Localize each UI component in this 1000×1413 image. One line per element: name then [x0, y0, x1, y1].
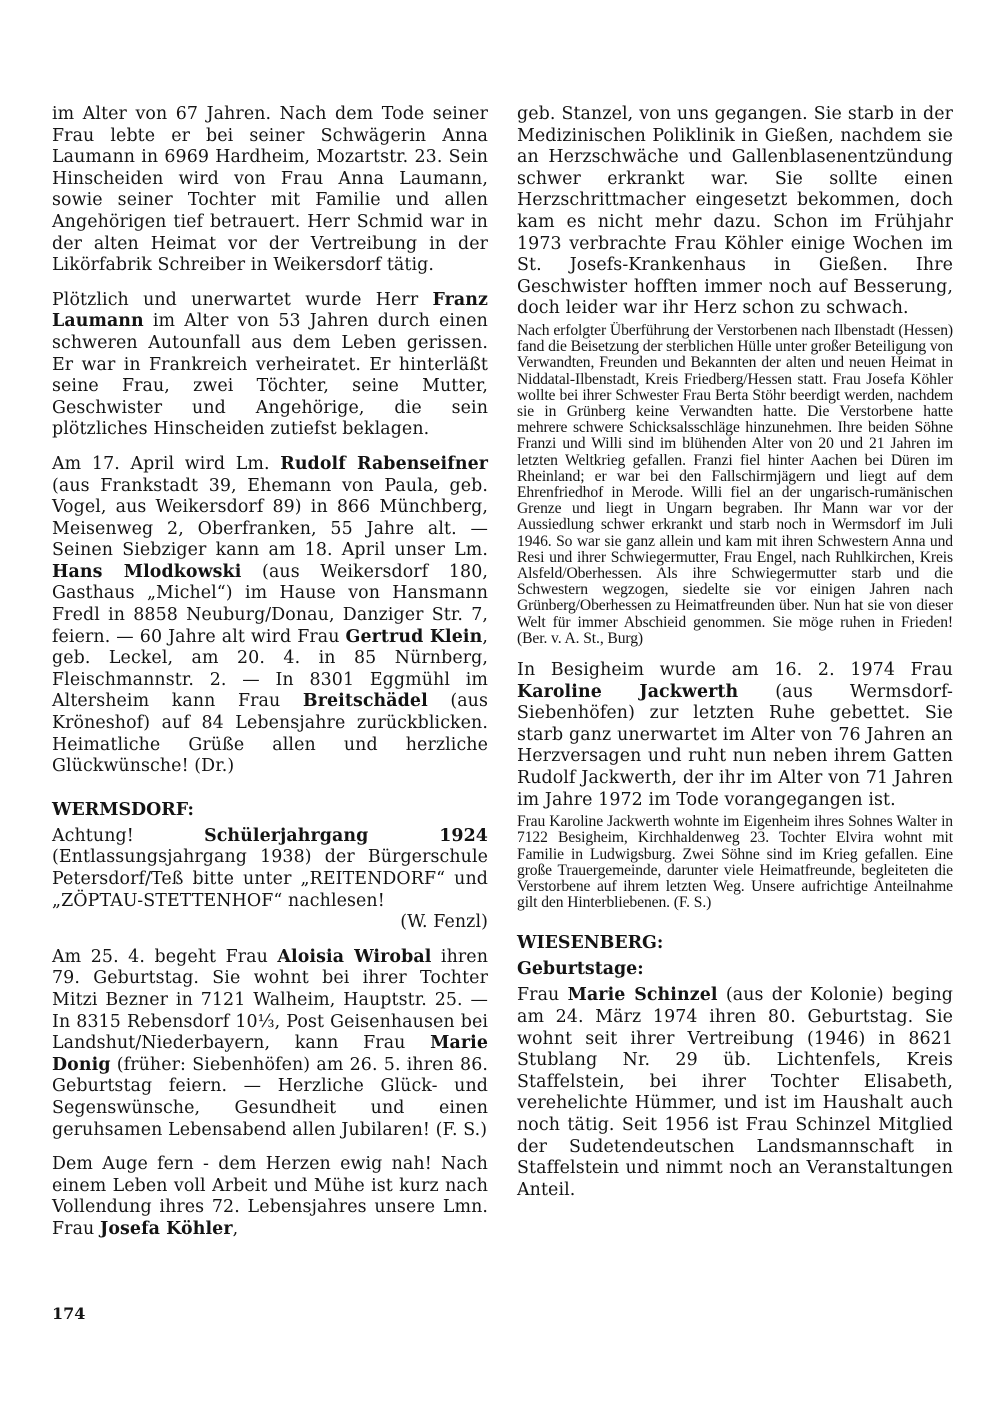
person-name: Marie Donig — [52, 1033, 488, 1075]
person-name: Breitschädel — [302, 691, 428, 712]
person-name: Franz Laumann — [52, 289, 488, 332]
person-name: Hans Mlodkowski — [52, 561, 242, 582]
birthdays-weikersdorf: Am 17. April wird Lm. Rudolf Rabenseifner (aus Frankstadt 39, Ehemann von Paula, geb. Vogel, aus Weikersdorf 89) in 866 Münchberg, Meisenweg 2, Oberfranken, 55 Jahre alt. — Seinen Siebziger kann am 18. April unser Lm. Hans Mlodkowski (aus Weikersdorf 180, Gasthaus „Michel“) im Hause von Hansmann Fredl in 8858 Neuburg/Donau, Danziger Str. 7, feiern. — 60 Jahre alt wird Frau Gertrud Klein, geb. Leckel, am 20. 4. in 85 Nürnberg, Fleischmannstr. 2. — In 8301 Eggmühl im Altersheim kann Frau Breitschädel (aus Kröneshof) auf 84 Lebensjahre zurückblicken. Heimatliche Grüße allen und herzliche Glückwünsche! (Dr.) — [52, 453, 489, 777]
birthdays-wermsdorf: Am 25. 4. begeht Frau Aloisia Wirobal ihren 79. Geburtstag. Sie wohnt bei ihrer Tochter Mitzi Bezner in 7121 Walheim, Hauptstr. 25. — In 8315 Rebensdorf 10⅓, Post Geisenhausen bei Landshut/Niederbayern, kann Frau Marie Donig (früher: Siebenhöfen) am 26. 5. ihren 86. Geburtstag feiern. — Herzliche Glück- und Segenswünsche, Gesundheit und einen geruhsamen Lebensabend allen Jubilaren! (F. S.) — [52, 946, 488, 1140]
person-name: Marie Schinzel — [567, 985, 718, 1006]
birthday-marie-schinzel: Frau Marie Schinzel (aus der Kolonie) beging am 24. März 1974 ihren 80. Geburtstag. Sie wohnt seit ihrer Vertreibung (1946) in 8621 Stublang Nr. 29 üb. Lichtenfels, Kreis Staffelstein, bei ihrer Tochter Elisabeth, verehelichte Hümmer, und ist im Haushalt auch noch tätig. Seit 1956 ist Frau Schinzel Mitglied der Sudetendeutschen Landsmannschaft in Staffelstein und nimmt noch an Veranstaltungen Anteil. — [517, 985, 953, 1200]
right-column — [517, 104, 953, 1201]
notice-schuelerjahrgang: Achtung! Schülerjahrgang 1924 (Entlassungsjahrgang 1938) der Bürgerschule Petersdorf/Teß bitte unter „REITENDORF“ und „ZÖPTAU-STETTENHOF“ nachlesen! — [52, 825, 489, 911]
obituary-jackwerth-details: Frau Karoline Jackwerth wohnte im Eigenheim ihres Sohnes Walter in 7122 Besigheim, Kirchhaldenweg 23. Tochter Elvira wohnt mit Familie in Ludwigsburg. Zwei Söhne sind im Krieg gefallen. Eine große Trauergemeinde, darunter viele Heimatfreunde, begleiteten die Verstorbene auf ihrem letzten Weg. Unsere aufrichtige Anteilnahme gilt den Hinterbliebenen. (F. S.) — [517, 813, 953, 912]
person-name: Josefa Köhler — [99, 1218, 233, 1239]
signature: (W. Fenzl) — [400, 912, 488, 933]
person-name: Gertrud Klein — [345, 626, 483, 647]
obituary-schmid-continued: im Alter von 67 Jahren. Nach dem Tode seiner Frau lebte er bei seiner Schwägerin Anna Laumann in 6969 Hardheim, Mozartstr. 23. Sein Hinscheiden wird von Frau Anna Laumann, sowie seiner Tochter mit Familie und allen Angehörigen tief betrauert. Herr Schmid war in der alten Heimat vor der Vertreibung in der Likörfabrik Schreiber in Weikersdorf tätig. — [52, 104, 488, 276]
obituary-josefa-koehler-start: Dem Auge fern - dem Herzen ewig nah! Nach einem Leben voll Arbeit und Mühe ist kurz nach Vollendung ihres 72. Lebensjahres unsere Lmn. Frau Josefa Köhler, — [52, 1154, 488, 1239]
obituary-franz-laumann: Plötzlich und unerwartet wurde Herr Franz Laumann im Alter von 53 Jahren durch einen schweren Autounfall aus dem Leben gerissen. Er war in Frankreich verheiratet. Er hinterläßt seine Frau, zwei Töchter, seine Mutter, Geschwister und Angehörige, die sein plötzliches Hinscheiden zutiefst beklagen. — [52, 289, 488, 440]
left-column — [52, 104, 488, 1241]
obituary-karoline-jackwerth: In Besigheim wurde am 16. 2. 1974 Frau Karoline Jackwerth (aus Wermsdorf-Siebenhöfen) zur letzten Ruhe gebettet. Sie starb ganz unerwartet im Alter von 76 Jahren an Herzversagen und ruht nun neben ihrem Gatten Rudolf Jackwerth, der ihr im Alter von 71 Jahren im Jahre 1972 im Tode vorangegangen ist. — [517, 660, 953, 810]
page-number: 174 — [52, 1304, 86, 1323]
person-name: Aloisia Wirobal — [277, 946, 432, 967]
obituary-josefa-koehler-continued: geb. Stanzel, von uns gegangen. Sie starb in der Medizinischen Poliklinik in Gießen, nachdem sie an Herzschwäche und Gallenblasenentzündung schwer erkrankt war. Sie sollte einen Herzschrittmacher eingesetzt bekommen, doch kam es nicht mehr dazu. Schon im Frühjahr 1973 verbrachte Frau Köhler einige Wochen im St. Josefs-Krankenhaus in Gießen. Ihre Geschwister hofften immer noch auf Besserung, doch leider war ihr Herz schon zu schwach. — [517, 104, 953, 319]
bold-term: Schülerjahrgang 1924 — [204, 825, 489, 846]
person-name: Karoline Jackwerth — [517, 681, 739, 702]
section-heading-wiesenberg: WIESENBERG: — [517, 933, 664, 954]
obituary-koehler-details: Nach erfolgter Überführung der Verstorbenen nach Ilbenstadt (Hessen) fand die Beisetzung der sterblichen Hülle unter großer Beteiligung von Verwandten, Freunden und Bekannten der alten und neuen Heimat in Niddatal-Ilbenstadt, Kreis Friedberg/Hessen statt. Frau Josefa Köhler wollte bei ihrer Schwester Frau Berta Stöhr beerdigt werden, nachdem sie in Grünberg keine Verwandten hatte. Die Verstorbene hatte mehrere schwere Schicksalsschläge hinzunehmen. Ihre beiden Söhne Franzi und Willi sind im blühenden Alter von 20 und 21 Jahren im letzten Weltkrieg gefallen. Franzi fiel hinter Aachen bei Düren im Rheinland; er war bei den Fallschirmjägern und liegt auf dem Ehrenfriedhof in Merode. Willi fiel an der ungarisch-rumänischen Grenze und liegt in Ungarn begraben. Ihr Mann war vor der Aussiedlung schwer erkrankt und starb noch in Wermsdorf im Juli 1946. So war sie ganz allein und kam mit ihren Schwestern Anna und Resi und ihrer Schwiegermutter, Frau Engel, nach Ruhlkirchen, Kreis Alsfeld/Oberhessen. Als ihre Schwiegermutter starb und die Schwestern wegzogen, siedelte sie vor einigen Jahren nach Grünberg/Oberhessen zu Heimatfreunden über. Nun hat sie von dieser Welt für immer Abschieid genommen. Sie möge ruhen in Frieden! (Ber. v. A. St., Burg) — [517, 321, 953, 647]
section-heading-wermsdorf: WERMSDORF: — [52, 799, 194, 820]
subheading-geburtstage: Geburtstage: — [517, 959, 644, 980]
person-name: Rudolf Rabenseifner — [280, 453, 488, 474]
